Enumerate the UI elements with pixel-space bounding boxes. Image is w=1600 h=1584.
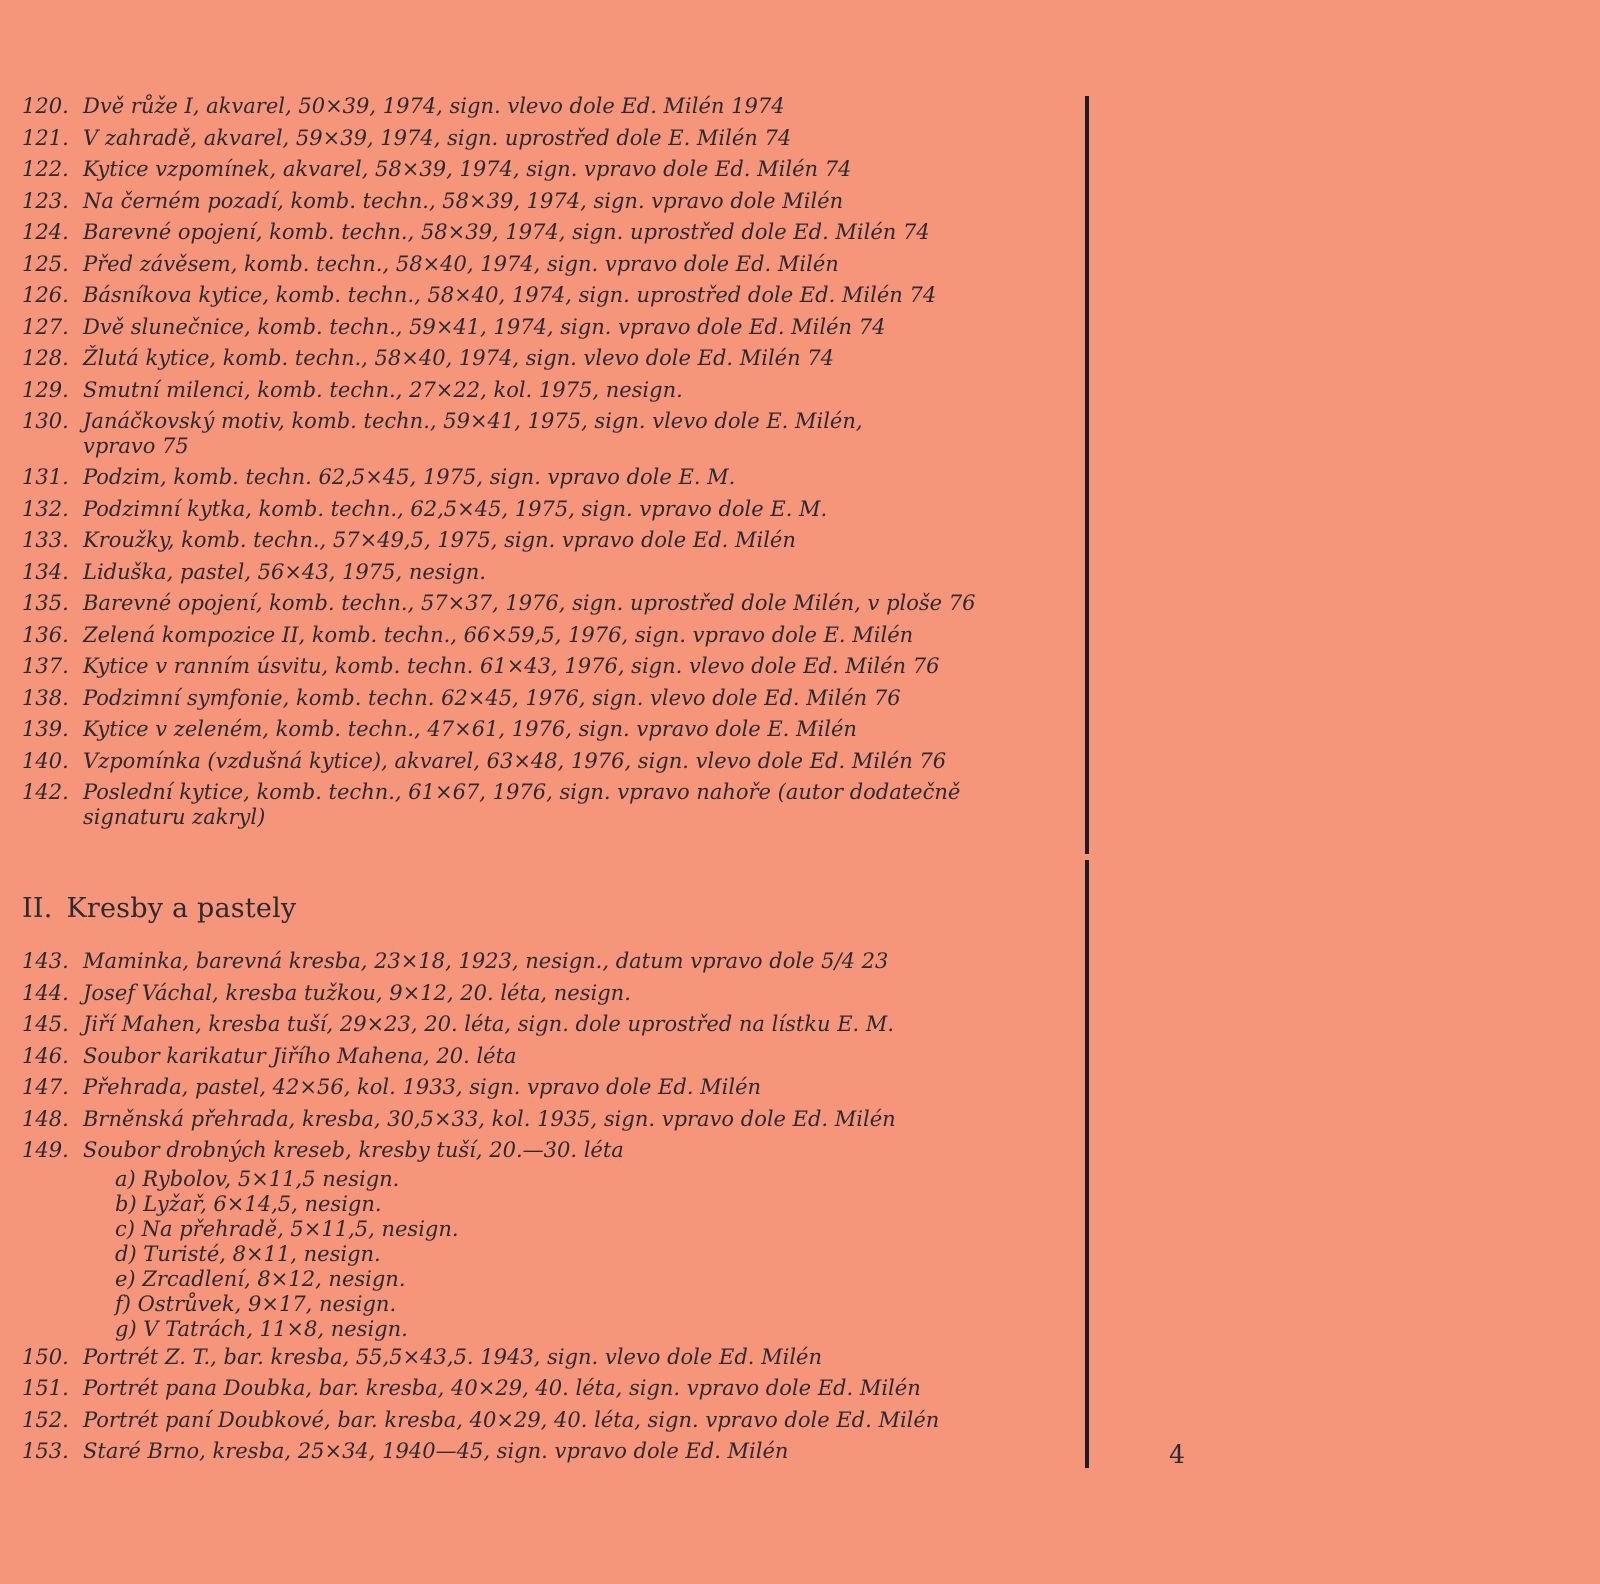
entry-text: Liduška, pastel, 56×43, 1975, nesign. [83,559,486,584]
entry-text: Poslední kytice, komb. techn., 61×67, 1976, sign. vpravo nahoře (autor dodatečně [83,780,961,804]
catalog-entry-142 [22,777,1062,833]
catalog-subentry-b: b) Lyžař, 6×14,5, nesign. [115,1191,382,1216]
entry-number: 130. [22,409,69,433]
catalog-entry-122 [22,154,1062,186]
catalog-entry-147 [22,1072,1062,1104]
entry-number: 128. [22,346,69,370]
entry-text: Podzimní kytka, komb. techn., 62,5×45, 1975, sign. vpravo dole E. M. [83,496,828,521]
catalog-entry-124 [22,217,1062,249]
entry-text: Soubor drobných kreseb, kresby tuší, 20.—30. léta [83,1138,624,1162]
catalog-entry-148 [22,1104,1062,1136]
vertical-rule-upper [1085,96,1089,854]
entry-number: 142. [22,780,69,804]
entry-number: 134. [22,559,69,584]
entry-number: 146. [22,1043,69,1068]
entry-text: Podzimní symfonie, komb. techn. 62×45, 1976, sign. vlevo dole Ed. Milén 76 [83,685,901,710]
entry-text: Portrét paní Doubkové, bar. kresba, 40×29, 40. léta, sign. vpravo dole Ed. Milén [83,1407,940,1432]
catalog-entry-129 [22,375,1062,407]
entry-number: 148. [22,1106,69,1131]
catalog-entry-123 [22,186,1062,218]
catalog-entry-137 [22,651,1062,683]
entry-text: Brněnská přehrada, kresba, 30,5×33, kol. 1935, sign. vpravo dole Ed. Milén [83,1106,896,1131]
catalog-entry-150 [22,1342,1062,1374]
catalog-subentry-c: c) Na přehradě, 5×11,5, nesign. [115,1216,459,1241]
entry-text: Kytice v ranním úsvitu, komb. techn. 61×43, 1976, sign. vlevo dole Ed. Milén 76 [83,654,940,678]
catalog-list-paintings [22,91,1062,833]
catalog-entry-135 [22,588,1062,620]
entry-text: Janáčkovský motiv, komb. techn., 59×41, 1975, sign. vlevo dole E. Milén, [83,409,863,433]
entry-text: Podzim, komb. techn. 62,5×45, 1975, sign. vpravo dole E. M. [83,465,736,489]
entry-number: 149. [22,1138,69,1162]
catalog-subentry-e: e) Zrcadlení, 8×12, nesign. [115,1266,406,1291]
catalog-entry-138 [22,683,1062,715]
entry-number: 131. [22,465,69,489]
entry-text: Před závěsem, komb. techn., 58×40, 1974, sign. vpravo dole Ed. Milén [83,251,839,276]
catalog-entry-149 [22,1135,1062,1167]
catalog-subentry-a: a) Rybolov, 5×11,5 nesign. [115,1166,400,1191]
entry-number: 138. [22,685,69,710]
catalog-entry-125 [22,249,1062,281]
entry-number: 137. [22,654,69,678]
entry-text: Portrét pana Doubka, bar. kresba, 40×29, 40. léta, sign. vpravo dole Ed. Milén [83,1376,921,1400]
entry-number: 143. [22,949,69,973]
catalog-entry-127 [22,312,1062,344]
entry-text: Josef Váchal, kresba tužkou, 9×12, 20. léta, nesign. [83,980,631,1005]
entry-text: Smutní milenci, komb. techn., 27×22, kol. 1975, nesign. [83,377,683,402]
entry-text: Vzpomínka (vzdušná kytice), akvarel, 63×48, 1976, sign. vlevo dole Ed. Milén 76 [83,748,947,773]
entry-text: Barevné opojení, komb. techn., 57×37, 1976, sign. uprostřed dole Milén, v ploše 76 [83,591,976,615]
entry-text: Žlutá kytice, komb. techn., 58×40, 1974, sign. vlevo dole Ed. Milén 74 [83,346,835,370]
entry-number: 139. [22,717,69,741]
entry-text: Básníkova kytice, komb. techn., 58×40, 1974, sign. uprostřed dole Ed. Milén 74 [83,283,937,307]
catalog-entry-133 [22,525,1062,557]
entry-text: Na černém pozadí, komb. techn., 58×39, 1974, sign. vpravo dole Milén [83,188,844,213]
catalog-entry-121 [22,123,1062,155]
catalog-subentry-f: f) Ostrůvek, 9×17, nesign. [115,1291,397,1316]
entry-number: 122. [22,157,69,181]
catalog-subentry-g: g) V Tatrách, 11×8, nesign. [115,1316,408,1341]
entry-text: Staré Brno, kresba, 25×34, 1940—45, sign. vpravo dole Ed. Milén [83,1439,789,1463]
catalog-entry-145 [22,1009,1062,1041]
entry-number: 132. [22,496,69,521]
entry-number: 124. [22,220,69,244]
entry-number: 125. [22,251,69,276]
catalog-entry-136 [22,620,1062,652]
catalog-entry-146 [22,1041,1062,1073]
catalog-entry-131 [22,462,1062,494]
entry-text: Kytice vzpomínek, akvarel, 58×39, 1974, sign. vpravo dole Ed. Milén 74 [83,157,852,181]
catalog-subentry-d: d) Turisté, 8×11, nesign. [115,1241,381,1266]
catalog-entry-139 [22,714,1062,746]
vertical-rule-lower [1085,860,1089,1468]
entry-text: Dvě slunečnice, komb. techn., 59×41, 1974, sign. vpravo dole Ed. Milén 74 [83,314,886,339]
entry-number: 127. [22,314,69,339]
section-title: Kresby a pastely [66,893,297,924]
section-number: II. [22,893,53,924]
entry-text: Jiří Mahen, kresba tuší, 29×23, 20. léta, sign. dole uprostřed na lístku E. M. [83,1012,895,1036]
entry-text: Portrét Z. T., bar. kresba, 55,5×43,5. 1943, sign. vlevo dole Ed. Milén [83,1344,822,1369]
entry-text: Soubor karikatur Jiřího Mahena, 20. léta [83,1043,517,1068]
entry-number: 135. [22,591,69,615]
catalog-entry-151 [22,1373,1062,1405]
entry-number: 121. [22,125,69,150]
catalog-entry-132 [22,494,1062,526]
entry-number: 151. [22,1376,69,1400]
catalog-entry-140 [22,746,1062,778]
entry-text: Zelená kompozice II, komb. techn., 66×59,5, 1976, sign. vpravo dole E. Milén [83,622,914,647]
catalog-list-drawings [22,946,1062,1468]
entry-number: 147. [22,1075,69,1099]
entry-number: 150. [22,1344,69,1369]
entry-continuation: signaturu zakryl) [83,805,266,829]
page-number: 4 [1169,1440,1185,1469]
entry-continuation: vpravo 75 [83,434,189,458]
catalog-entry-128 [22,343,1062,375]
entry-text: Barevné opojení, komb. techn., 58×39, 1974, sign. uprostřed dole Ed. Milén 74 [83,220,930,244]
entry-text: Maminka, barevná kresba, 23×18, 1923, nesign., datum vpravo dole 5/4 23 [83,949,889,973]
entry-number: 153. [22,1439,69,1463]
catalog-entry-126 [22,280,1062,312]
catalog-entry-130 [22,406,1062,462]
entry-number: 120. [22,94,69,118]
entry-number: 144. [22,980,69,1005]
entry-number: 123. [22,188,69,213]
entry-text: Dvě růže I, akvarel, 50×39, 1974, sign. vlevo dole Ed. Milén 1974 [83,94,785,118]
catalog-entry-143 [22,946,1062,978]
entry-number: 152. [22,1407,69,1432]
entry-number: 133. [22,528,69,552]
catalog-entry-134 [22,557,1062,589]
entry-number: 140. [22,748,69,773]
entry-text: Kytice v zeleném, komb. techn., 47×61, 1976, sign. vpravo dole E. Milén [83,717,857,741]
entry-text: V zahradě, akvarel, 59×39, 1974, sign. uprostřed dole E. Milén 74 [83,125,792,150]
catalog-entry-120 [22,91,1062,123]
entry-number: 126. [22,283,69,307]
catalog-entry-152 [22,1405,1062,1437]
entry-number: 136. [22,622,69,647]
catalog-entry-144 [22,978,1062,1010]
entry-text: Kroužky, komb. techn., 57×49,5, 1975, sign. vpravo dole Ed. Milén [83,528,796,552]
entry-number: 145. [22,1012,69,1036]
entry-number: 129. [22,377,69,402]
section-heading-drawings [22,893,296,924]
catalog-entry-153 [22,1436,1062,1468]
entry-text: Přehrada, pastel, 42×56, kol. 1933, sign. vpravo dole Ed. Milén [83,1075,762,1099]
